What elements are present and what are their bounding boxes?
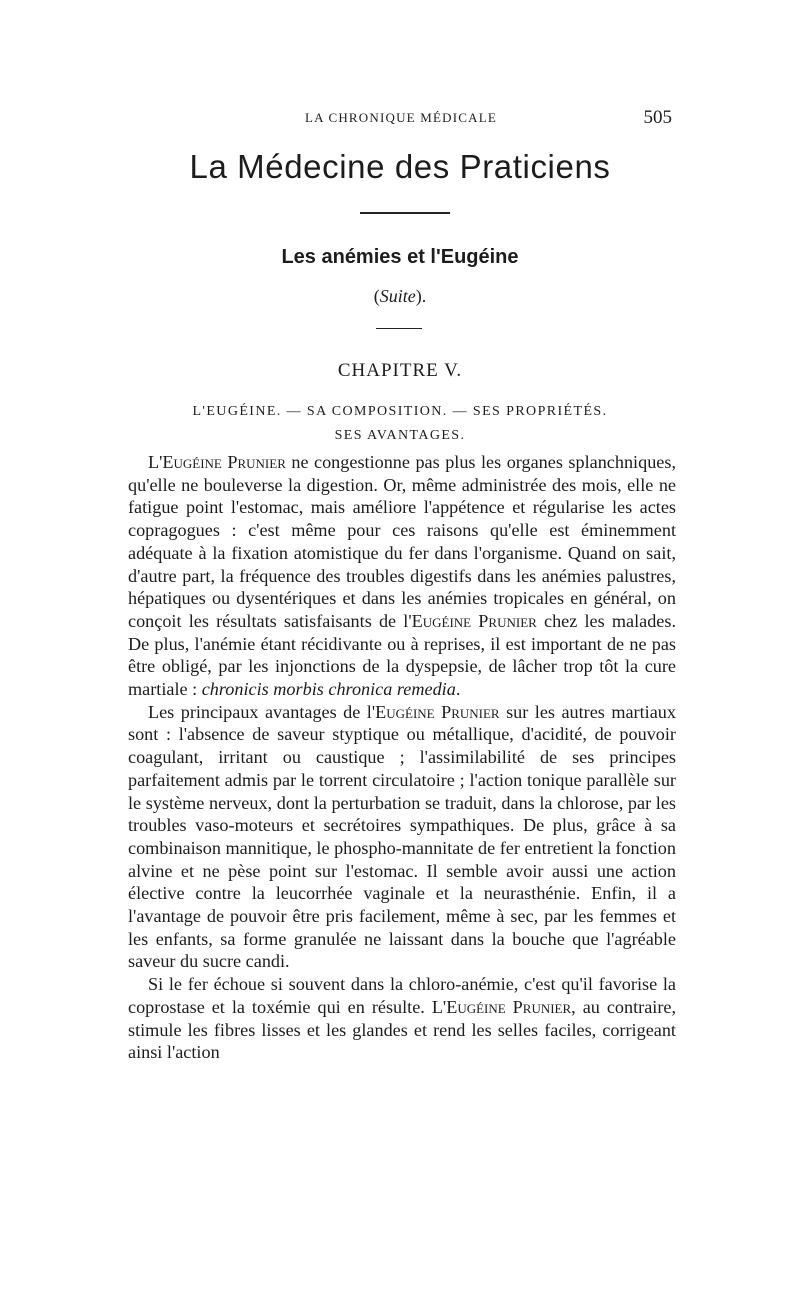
suite-note bbox=[100, 286, 700, 307]
product-name: Eugéine Prunier bbox=[446, 996, 572, 1017]
product-name: Eugéine Prunier bbox=[375, 701, 500, 722]
article-subtitle: Les anémies et l'Eugéine bbox=[281, 246, 519, 268]
running-title: LA CHRONIQUE MÉDICALE bbox=[304, 110, 498, 125]
chapter-subheading-line-2: SES AVANTAGES. bbox=[334, 428, 466, 443]
paragraph-3 bbox=[128, 973, 676, 1064]
text-run: Les principaux avantages de l' bbox=[148, 701, 376, 722]
text-run: chez les malades. De plus, l'anémie étant récidivante ou à reprises, il est important de ne pas être obligé, par les injonctions de la dyspepsie, de lâcher trop tôt la cure martiale : bbox=[128, 610, 676, 700]
chapter-subheading bbox=[100, 400, 700, 448]
chapter-heading: CHAPITRE V. bbox=[337, 360, 463, 381]
text-run: ne congestionne pas plus les organes splanchniques, qu'elle ne bouleverse la digestion. Or, même administrée des mois, elle ne fatigue point l'estomac, mais améliore l'appétence et régularise les actes copragogues : c'est même pour ces raisons qu'elle est éminemment adéquate à la fixation atomistique du fer dans l'organisme. Quand on sait, d'autre part, la fréquence des troubles digestifs dans les anémies palustres, hépatiques ou dysentériques et dans les anémies tropicales en général, on conçoit les résultats satisfaisants de l' bbox=[128, 452, 676, 631]
text-run: , au contraire, stimule les fibres lisses et les glandes et rend les selles faciles, corrigeant ainsi l'action bbox=[128, 996, 676, 1063]
title-rule bbox=[360, 212, 450, 214]
paragraph-1 bbox=[128, 451, 676, 701]
suite-close-paren: ). bbox=[415, 286, 427, 306]
running-head bbox=[130, 107, 672, 132]
text-run: . bbox=[455, 679, 461, 700]
paragraph-2 bbox=[128, 701, 676, 973]
article-title: La Médecine des Praticiens bbox=[189, 148, 611, 185]
body-text bbox=[128, 451, 676, 1064]
suite-open-paren: ( bbox=[373, 286, 380, 306]
subtitle-rule bbox=[376, 328, 422, 329]
product-name: Eugéine Prunier bbox=[162, 452, 286, 472]
latin-quote: chronicis morbis chronica remedia bbox=[201, 679, 456, 700]
suite-word: Suite bbox=[379, 286, 416, 306]
text-run: L' bbox=[148, 452, 163, 472]
chapter-subheading-line-1: L'EUGÉINE. — SA COMPOSITION. — SES PROPRIÉTÉS. bbox=[192, 404, 608, 419]
text-run: sur les autres martiaux sont : l'absence de saveur styptique ou métallique, d'acidité, de pouvoir coagulant, irritant ou caustique ; l'assimilabilité de ses principes parfaitement admis par le torrent circulatoire ; l'action tonique parallèle sur le système nerveux, dont la perturbation se traduit, dans la chlorose, par les troubles vaso-moteurs et secrétoires sympathiques. De plus, grâce à sa combinaison mannitique, le phospho-mannitate de fer entretient la fonction alvine et ne pèse point sur l'estomac. Il semble avoir aussi une action élective contre la leucorrhée vaginale et la neurasthénie. Enfin, il a l'avantage de pouvoir être pris facilement, même à sec, par les femmes et les enfants, sa forme granulée ne laissant dans la bouche que l'agréable saveur du sucre candi. bbox=[128, 701, 676, 972]
page-number: 505 bbox=[643, 107, 672, 128]
text-run: Si le fer échoue si souvent dans la chloro-anémie, c'est qu'il favorise la coprostase et la toxémie qui en résulte. L' bbox=[128, 974, 676, 1017]
product-name: Eugéine Prunier bbox=[411, 610, 537, 631]
